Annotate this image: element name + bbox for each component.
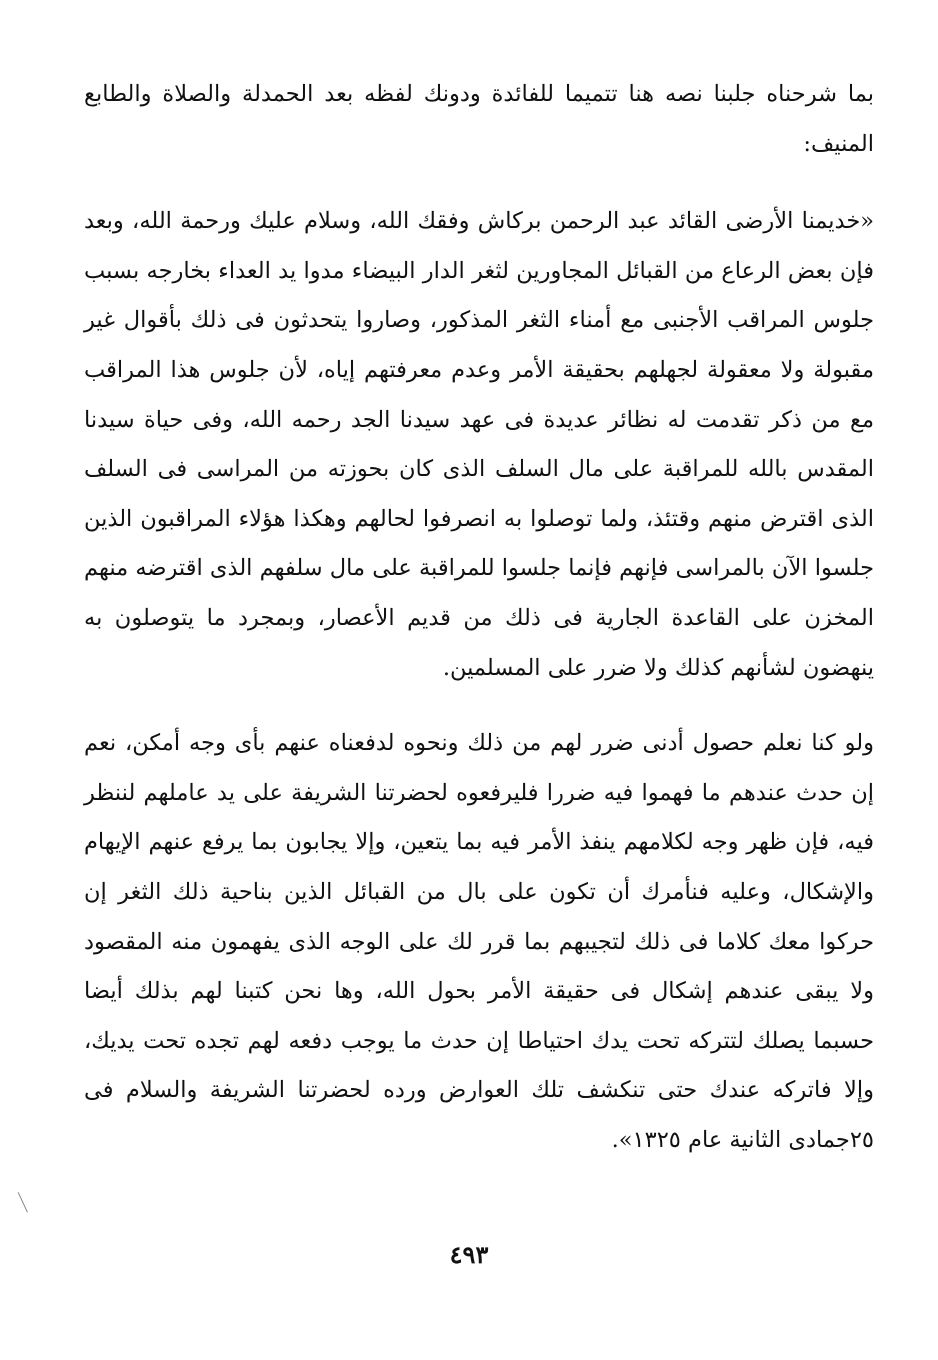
document-body — [84, 70, 874, 1165]
letter-paragraph-1: «خديمنا الأرضى القائد عبد الرحمن بركاش وفقك الله، وسلام عليك ورحمة الله، وبعد فإن بعض الرعاع من القبائل المجاورين لثغر الدار البيضاء مدوا يد العداء بخارجه بسبب جلوس المراقب الأجنبى مع أمناء الثغر المذكور، وصاروا يتحدثون فى ذلك بأقوال غير مقبولة ولا معقولة لجهلهم بحقيقة الأمر وعدم معرفتهم إياه، لأن جلوس هذا المراقب مع من ذكر تقدمت له نظائر عديدة فى عهد سيدنا الجد رحمه الله، وفى حياة سيدنا المقدس بالله للمراقبة على مال السلف الذى كان بحوزته من المراسى فى السلف الذى اقترض منهم وقتئذ، ولما توصلوا به انصرفوا لحالهم وهكذا هؤلاء المراقبون الذين جلسوا الآن بالمراسى فإنهم فإنما جلسوا للمراقبة على مال سلفهم الذى اقترضه منهم المخزن على القاعدة الجارية فى ذلك من قديم الأعصار، وبمجرد ما يتوصلون به ينهضون لشأنهم كذلك ولا ضرر على المسلمين. — [84, 208, 874, 681]
intro-paragraph: بما شرحناه جلبنا نصه هنا تتميما للفائدة ودونك لفظه بعد الحمدلة والصلاة والطابع المنيف: — [84, 81, 874, 157]
letter-paragraph-2: ولو كنا نعلم حصول أدنى ضرر لهم من ذلك ونحوه لدفعناه عنهم بأى وجه أمكن، نعم إن حدث عندهم ما فهموا فيه ضررا فليرفعوه لحضرتنا الشريفة على يد عاملهم لننظر فيه، فإن ظهر وجه لكلامهم ينفذ الأمر فيه بما يتعين، وإلا يجابون بما يرفع عنهم الإيهام والإشكال، وعليه فنأمرك أن تكون على بال من القبائل الذين بناحية ذلك الثغر إن حركوا معك كلاما فى ذلك لتجيبهم بما قرر لك على الوجه الذى يفهمون منه المقصود ولا يبقى عندهم إشكال فى حقيقة الأمر بحول الله، وها نحن كتبنا لهم بذلك أيضا حسبما يصلك لتتركه تحت يدك احتياطا إن حدث ما يوجب دفعه لهم تجده تحت يديك، وإلا فاتركه عندك حتى تنكشف تلك العوارض ورده لحضرتنا الشريفة والسلام فى ٢٥جمادى الثانية عام ١٣٢٥». — [84, 730, 874, 1153]
page-number: ٤٩٣ — [449, 1240, 489, 1269]
margin-mark — [18, 1190, 34, 1213]
